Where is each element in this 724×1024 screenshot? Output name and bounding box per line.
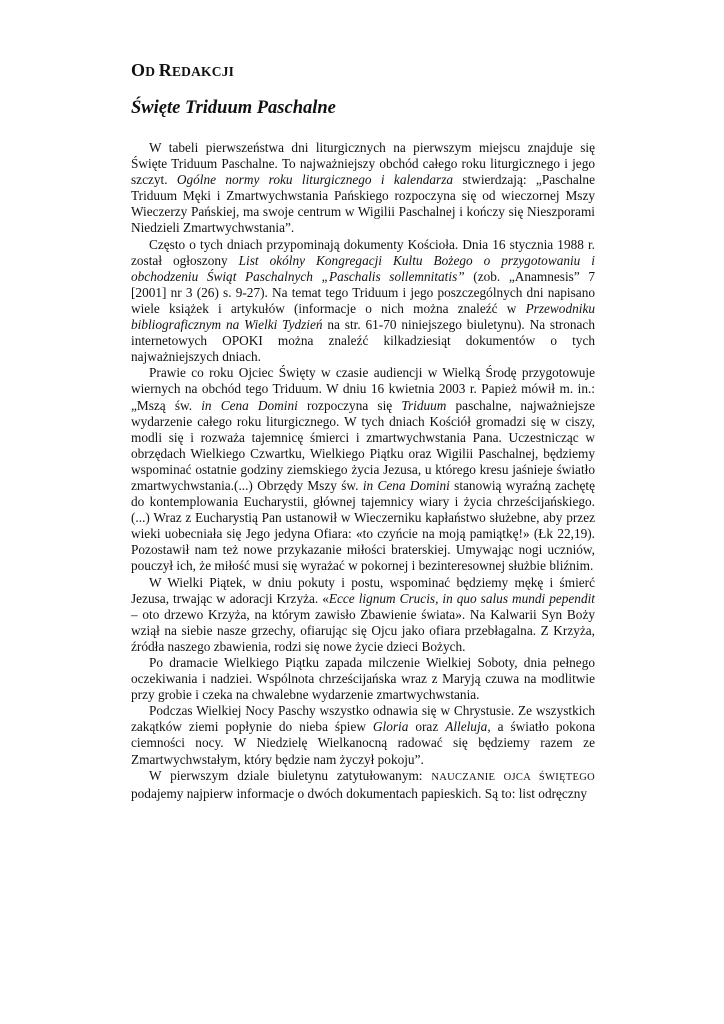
section-title [131,60,595,81]
text-run: Po dramacie Wielkiego Piątku zapada milczenie Wielkiej Soboty, dnia pełnego oczekiwania i nadziei. Wspólnota chrześcijańska wraz z Maryją czuwa na modlitwie przy grobie i czeka na chwalebne wydarzenie zmartwychwstania. [131,655,595,703]
italic-text: Przewodniku bibliograficznym na Wielki Tydzień [131,300,595,333]
text-run: W Wielki Piątek, w dniu pokuty i postu, wspominać będziemy mękę i śmierć Jezusa, trwając w adoracji Krzyża. « [131,574,595,606]
italic-text: Triduum [401,397,447,413]
article-title: Święte Triduum Paschalne [131,98,336,118]
paragraph [131,140,595,237]
small-caps-text: NAUCZANIE OJCA ŚWIĘTEGO [431,771,595,783]
italic-text: Ecce lignum Crucis, in quo salus mundi pependit [328,590,595,606]
text-run: Prawie co roku Ojciec Święty w czasie audiencji w Wielką Środę przygotowuje wiernych na obchód tego Triduum. W dniu 16 kwietnia 2003 r. Papież mówił m. in.: „Mszą św. [131,365,595,413]
text-run: (zob. „Anamnesis” 7 [2001] nr 3 (26) s. 9-27). Na temat tego Triduum i jego poszczególnych dni napisano wiele książek i artykułów (informacje o nich można znaleźć w [131,268,596,316]
italic-text: List okólny Kongregacji Kultu Bożego o przygotowaniu i obchodzeniu Świąt Paschalnych „Paschalis sollemnitatis” [131,252,596,284]
section-title-initial-r: R [158,60,172,80]
paragraph [131,703,595,767]
paragraph [131,575,595,655]
text-run: podajemy najpierw informacje o dwóch dokumentach papieskich. Są to: list odręczny [131,785,588,801]
text-run: W pierwszym dziale biuletynu zatytułowanym: [149,767,432,783]
document-page [131,60,595,802]
article-body [131,140,595,802]
text-run: Podczas Wielkiej Nocy Paschy wszystko odnawia się w Chrystusie. Ze wszystkich zakątków ziemi popłynie do nieba śpiew [131,703,595,735]
italic-text: Alleluja [445,719,488,735]
italic-text: in Cena Domini [362,477,450,493]
paragraph [131,655,595,703]
text-run: – oto drzewo Krzyża, na którym zawisło Zbawienie świata». Na Kalwarii Syn Boży wziął na siebie nasze grzechy, ofiarując się Ojcu jako ofiara przebłagalna. Z Krzyża, źródła naszego zbawienia, rodzi się nowe życie dzieci Bożych. [131,606,595,654]
paragraph [131,365,595,574]
text-run: paschalne, najważniejsze wydarzenie całego roku liturgicznego. W tych dniach Kościół gromadzi się w ciszy, modli się i rozważa tajemnicę śmierci i zmartwychwstania Pana. Uczestnicząc w obrzędach Wielkiego Czwartku, Wielkiego Piątku oraz Wigilii Paschalnej, będziemy wspominać ostatnie godziny ziemskiego życia Jezusa, u którego kresu jaśnieje światło zmartwychwstania.(...) Obrzędy Mszy św. [131,397,595,493]
text-run: W tabeli pierwszeństwa dni liturgicznych na pierwszym miejscu znajduje się Święte Triduum Paschalne. To najważniejszy obchód całego roku liturgicznego i jego szczyt. [131,140,595,188]
paragraph [131,237,595,366]
text-run: Często o tych dniach przypominają dokumenty Kościoła. Dnia 16 stycznia 1988 r. został ogłoszony [131,236,595,268]
text-run: na str. 61-70 niniejszego biuletynu). Na stronach internetowych OPOKI można znaleźć kilkadziesiąt dokumentów o tych najważniejszych dniach. [131,317,595,365]
text-run: stwierdzają: „Paschalne Triduum Męki i Zmartwychwstania Pańskiego rozpoczyna się od wieczornej Mszy Wieczerzy Pańskiej, ma swoje centrum w Wigilii Paschalnej i kończy się Nieszporami Niedzieli Zmartwychwstania”. [131,172,595,236]
italic-text: Gloria [372,719,409,735]
italic-text: in Cena Domini [201,397,298,413]
text-run: stanowią wyraźną zachętę do kontemplowania Eucharystii, głównej tajemnicy wiary i życia chrześcijańskiego. (...) Wraz z Eucharystią Pan ustanowił w Wieczerniku kapłaństwo służebne, aby przez wieki uobecniała się Jego jedyna Ofiara: «to czyńcie na moją pamiątkę!» (Łk 22,19). Pozostawił nam też nowe przykazanie miłości braterskiej. Umywając nogi uczniów, pouczył ich, że miłość musi się wyrażać w pokornej i bezinteresownej służbie bliźnim. [131,477,596,574]
text-run: rozpoczyna się [297,397,402,413]
section-title-rest-d: D [145,64,159,79]
section-title-initial-o: O [131,60,146,80]
paragraph [131,768,595,802]
text-run: , a światło pokona ciemności nocy. W Niedzielę Wielkanocną radować się będziemy razem ze Zmartwychwstałym, który będzie nam życzył pokoju”. [131,719,595,767]
italic-text: Ogólne normy roku liturgicznego i kalendarza [176,172,454,188]
text-run: oraz [408,719,446,735]
section-title-rest-edakcji: EDAKCJI [171,64,235,79]
